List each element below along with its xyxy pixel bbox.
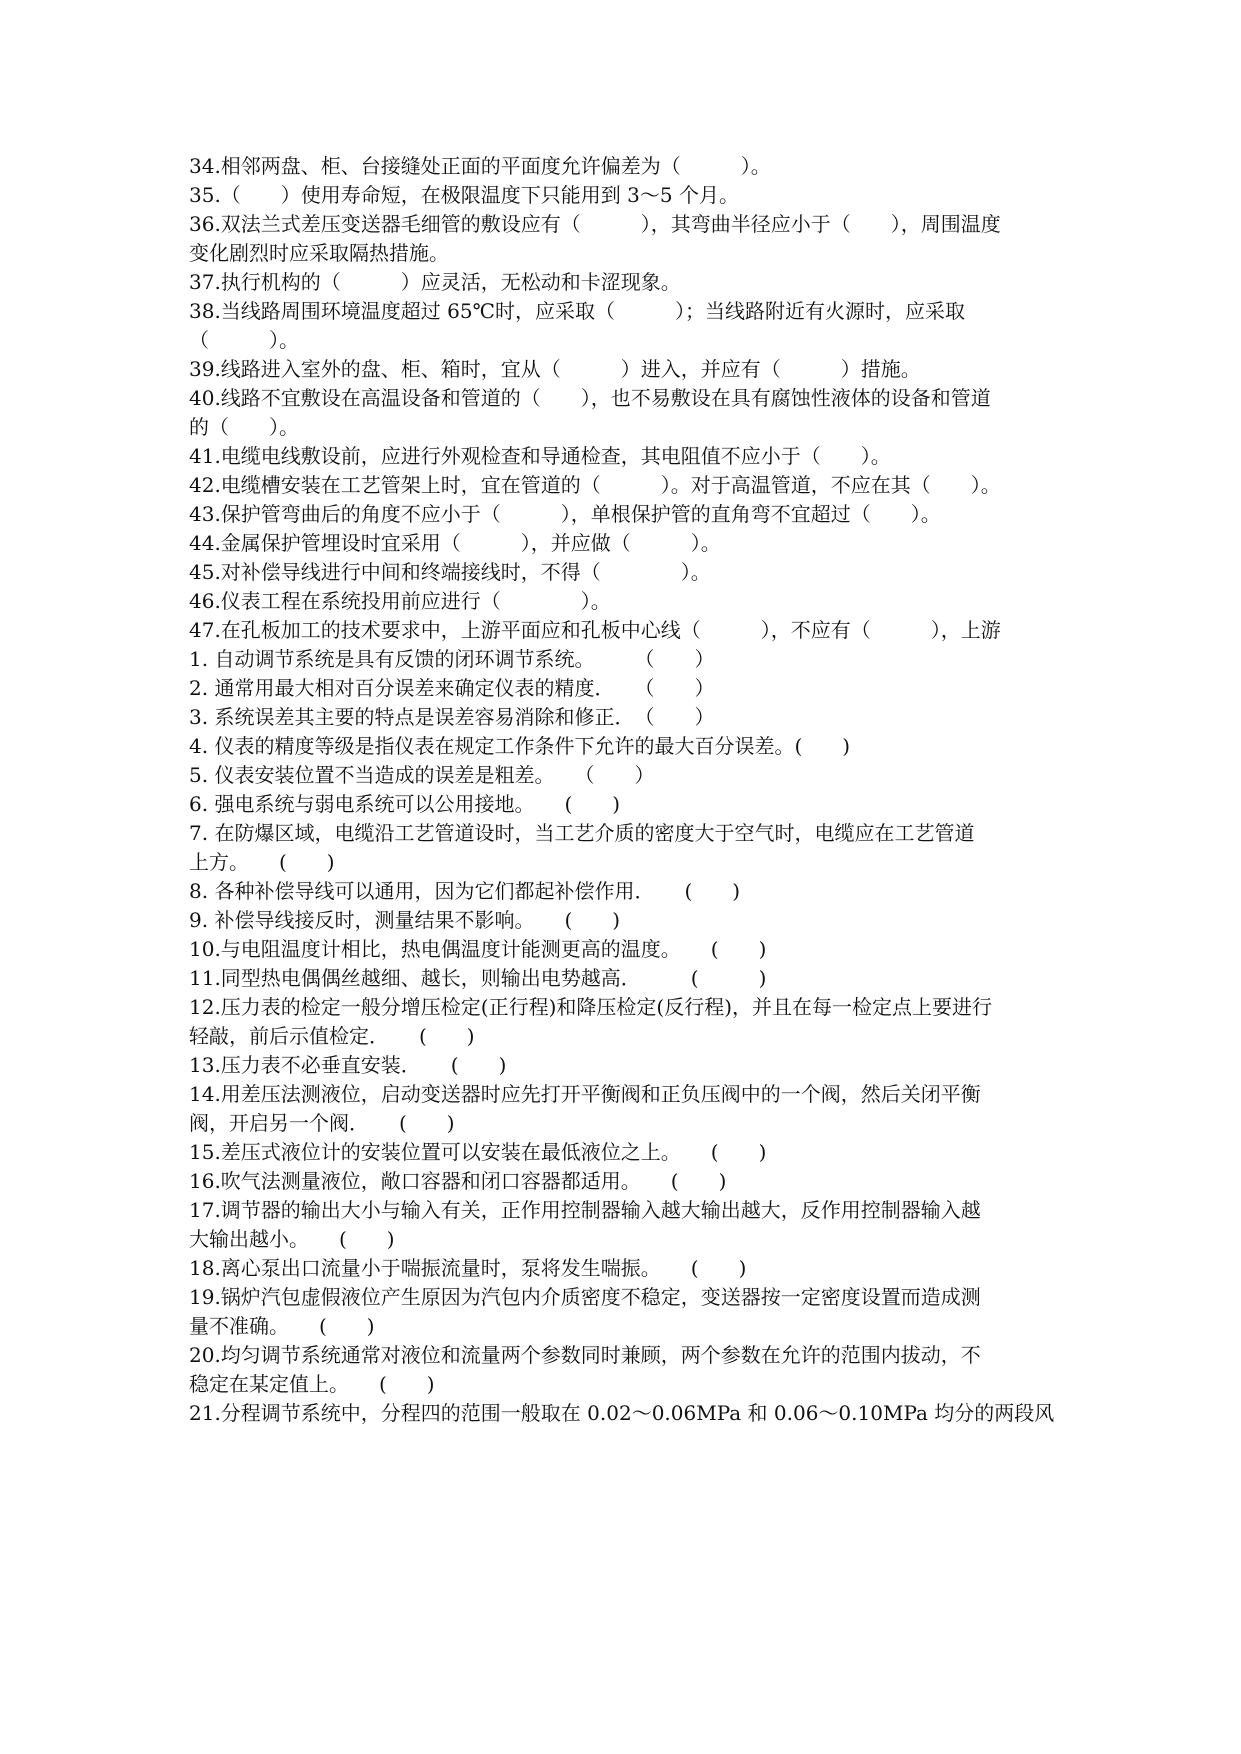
text-line: 12.压力表的检定一般分增压检定(正行程)和降压检定(反行程)，并且在每一检定点上要进行 [189, 995, 993, 1019]
text-line: 11.同型热电偶偶丝越细、越长，则输出电势越高． ( ) [189, 966, 767, 990]
text-line: 47.在孔板加工的技术要求中，上游平面应和孔板中心线（ ），不应有（ ），上游 [189, 618, 1001, 642]
text-line: 39.线路进入室外的盘、柜、箱时，宜从（ ）进入，并应有（ ）措施。 [189, 357, 921, 381]
text-line: 37.执行机构的（ ）应灵活，无松动和卡涩现象。 [189, 270, 681, 294]
text-line: 14.用差压法测液位，启动变送器时应先打开平衡阀和正负压阀中的一个阀，然后关闭平衡 [189, 1082, 981, 1106]
text-line: 4. 仪表的精度等级是指仪表在规定工作条件下允许的最大百分误差。( ) [189, 734, 851, 758]
text-line: 17.调节器的输出大小与输入有关，正作用控制器输入越大输出越大，反作用控制器输入越 [189, 1198, 981, 1222]
text-line: 46.仪表工程在系统投用前应进行（ ）。 [189, 589, 611, 613]
text-line: 45.对补偿导线进行中间和终端接线时，不得（ ）。 [189, 560, 711, 584]
text-line: 10.与电阻温度计相比，热电偶温度计能测更高的温度。 ( ) [189, 937, 767, 961]
text-line: 变化剧烈时应采取隔热措施。 [189, 241, 449, 265]
text-line: 8. 各种补偿导线可以通用，因为它们都起补偿作用． ( ) [189, 879, 741, 903]
text-line: 36.双法兰式差压变送器毛细管的敷设应有（ ），其弯曲半径应小于（ ），周围温度 [189, 212, 1001, 236]
text-line: 21.分程调节系统中，分程四的范围一般取在 0.02～0.06MPa 和 0.06～0.10MPa 均分的两段风 [189, 1401, 1055, 1425]
text-line: 35.（ ）使用寿命短，在极限温度下只能用到 3～5 个月。 [189, 183, 739, 207]
text-line: 34.相邻两盘、柜、台接缝处正面的平面度允许偏差为（ ）。 [189, 154, 771, 178]
text-line: 43.保护管弯曲后的角度不应小于（ ），单根保护管的直角弯不宜超过（ ）。 [189, 502, 941, 526]
text-line: 44.金属保护管埋设时宜采用（ ），并应做（ ）。 [189, 531, 721, 555]
text-line: 38.当线路周围环境温度超过 65℃时，应采取（ ）；当线路附近有火源时，应采取 [189, 299, 965, 323]
text-line: 3. 系统误差其主要的特点是误差容易消除和修正． （ ） [189, 705, 715, 729]
text-line: 量不准确。 ( ) [189, 1314, 375, 1338]
text-line: 5. 仪表安装位置不当造成的误差是粗差。 （ ） [189, 763, 655, 787]
text-line: 19.锅炉汽包虚假液位产生原因为汽包内介质密度不稳定，变送器按一定密度设置而造成测 [189, 1285, 981, 1309]
text-line: 6. 强电系统与弱电系统可以公用接地。 ( ) [189, 792, 621, 816]
text-line: 1. 自动调节系统是具有反馈的闭环调节系统。 （ ） [189, 647, 715, 671]
text-line: 40.线路不宜敷设在高温设备和管道的（ ），也不易敷设在具有腐蚀性液体的设备和管道 [189, 386, 991, 410]
text-line: 稳定在某定值上。 ( ) [189, 1372, 435, 1396]
text-line: 7. 在防爆区域，电缆沿工艺管道设时，当工艺介质的密度大于空气时，电缆应在工艺管道 [189, 821, 975, 845]
text-line: 大输出越小。 ( ) [189, 1227, 395, 1251]
text-line: 16.吹气法测量液位，敞口容器和闭口容器都适用。 ( ) [189, 1169, 727, 1193]
text-line: 42.电缆槽安装在工艺管架上时，宜在管道的（ ）。对于高温管道，不应在其（ ）。 [189, 473, 1001, 497]
text-line: 阀，开启另一个阀． ( ) [189, 1111, 455, 1135]
text-line: 轻敲，前后示值检定． ( ) [189, 1024, 475, 1048]
text-line: 41.电缆电线敷设前，应进行外观检查和导通检查，其电阻值不应小于（ ）。 [189, 444, 891, 468]
text-line: 18.离心泵出口流量小于喘振流量时，泵将发生喘振。 ( ) [189, 1256, 747, 1280]
text-line: 9. 补偿导线接反时，测量结果不影响。 ( ) [189, 908, 621, 932]
text-line: 20.均匀调节系统通常对液位和流量两个参数同时兼顾，两个参数在允许的范围内拔动，不 [189, 1343, 981, 1367]
text-line: 上方。 ( ) [189, 850, 335, 874]
text-line: 13.压力表不必垂直安装． ( ) [189, 1053, 507, 1077]
text-line: 15.差压式液位计的安装位置可以安装在最低液位之上。 ( ) [189, 1140, 767, 1164]
text-line: （ ）。 [189, 328, 299, 352]
text-line: 的（ ）。 [189, 415, 299, 439]
text-line: 2. 通常用最大相对百分误差来确定仪表的精度． （ ） [189, 676, 715, 700]
